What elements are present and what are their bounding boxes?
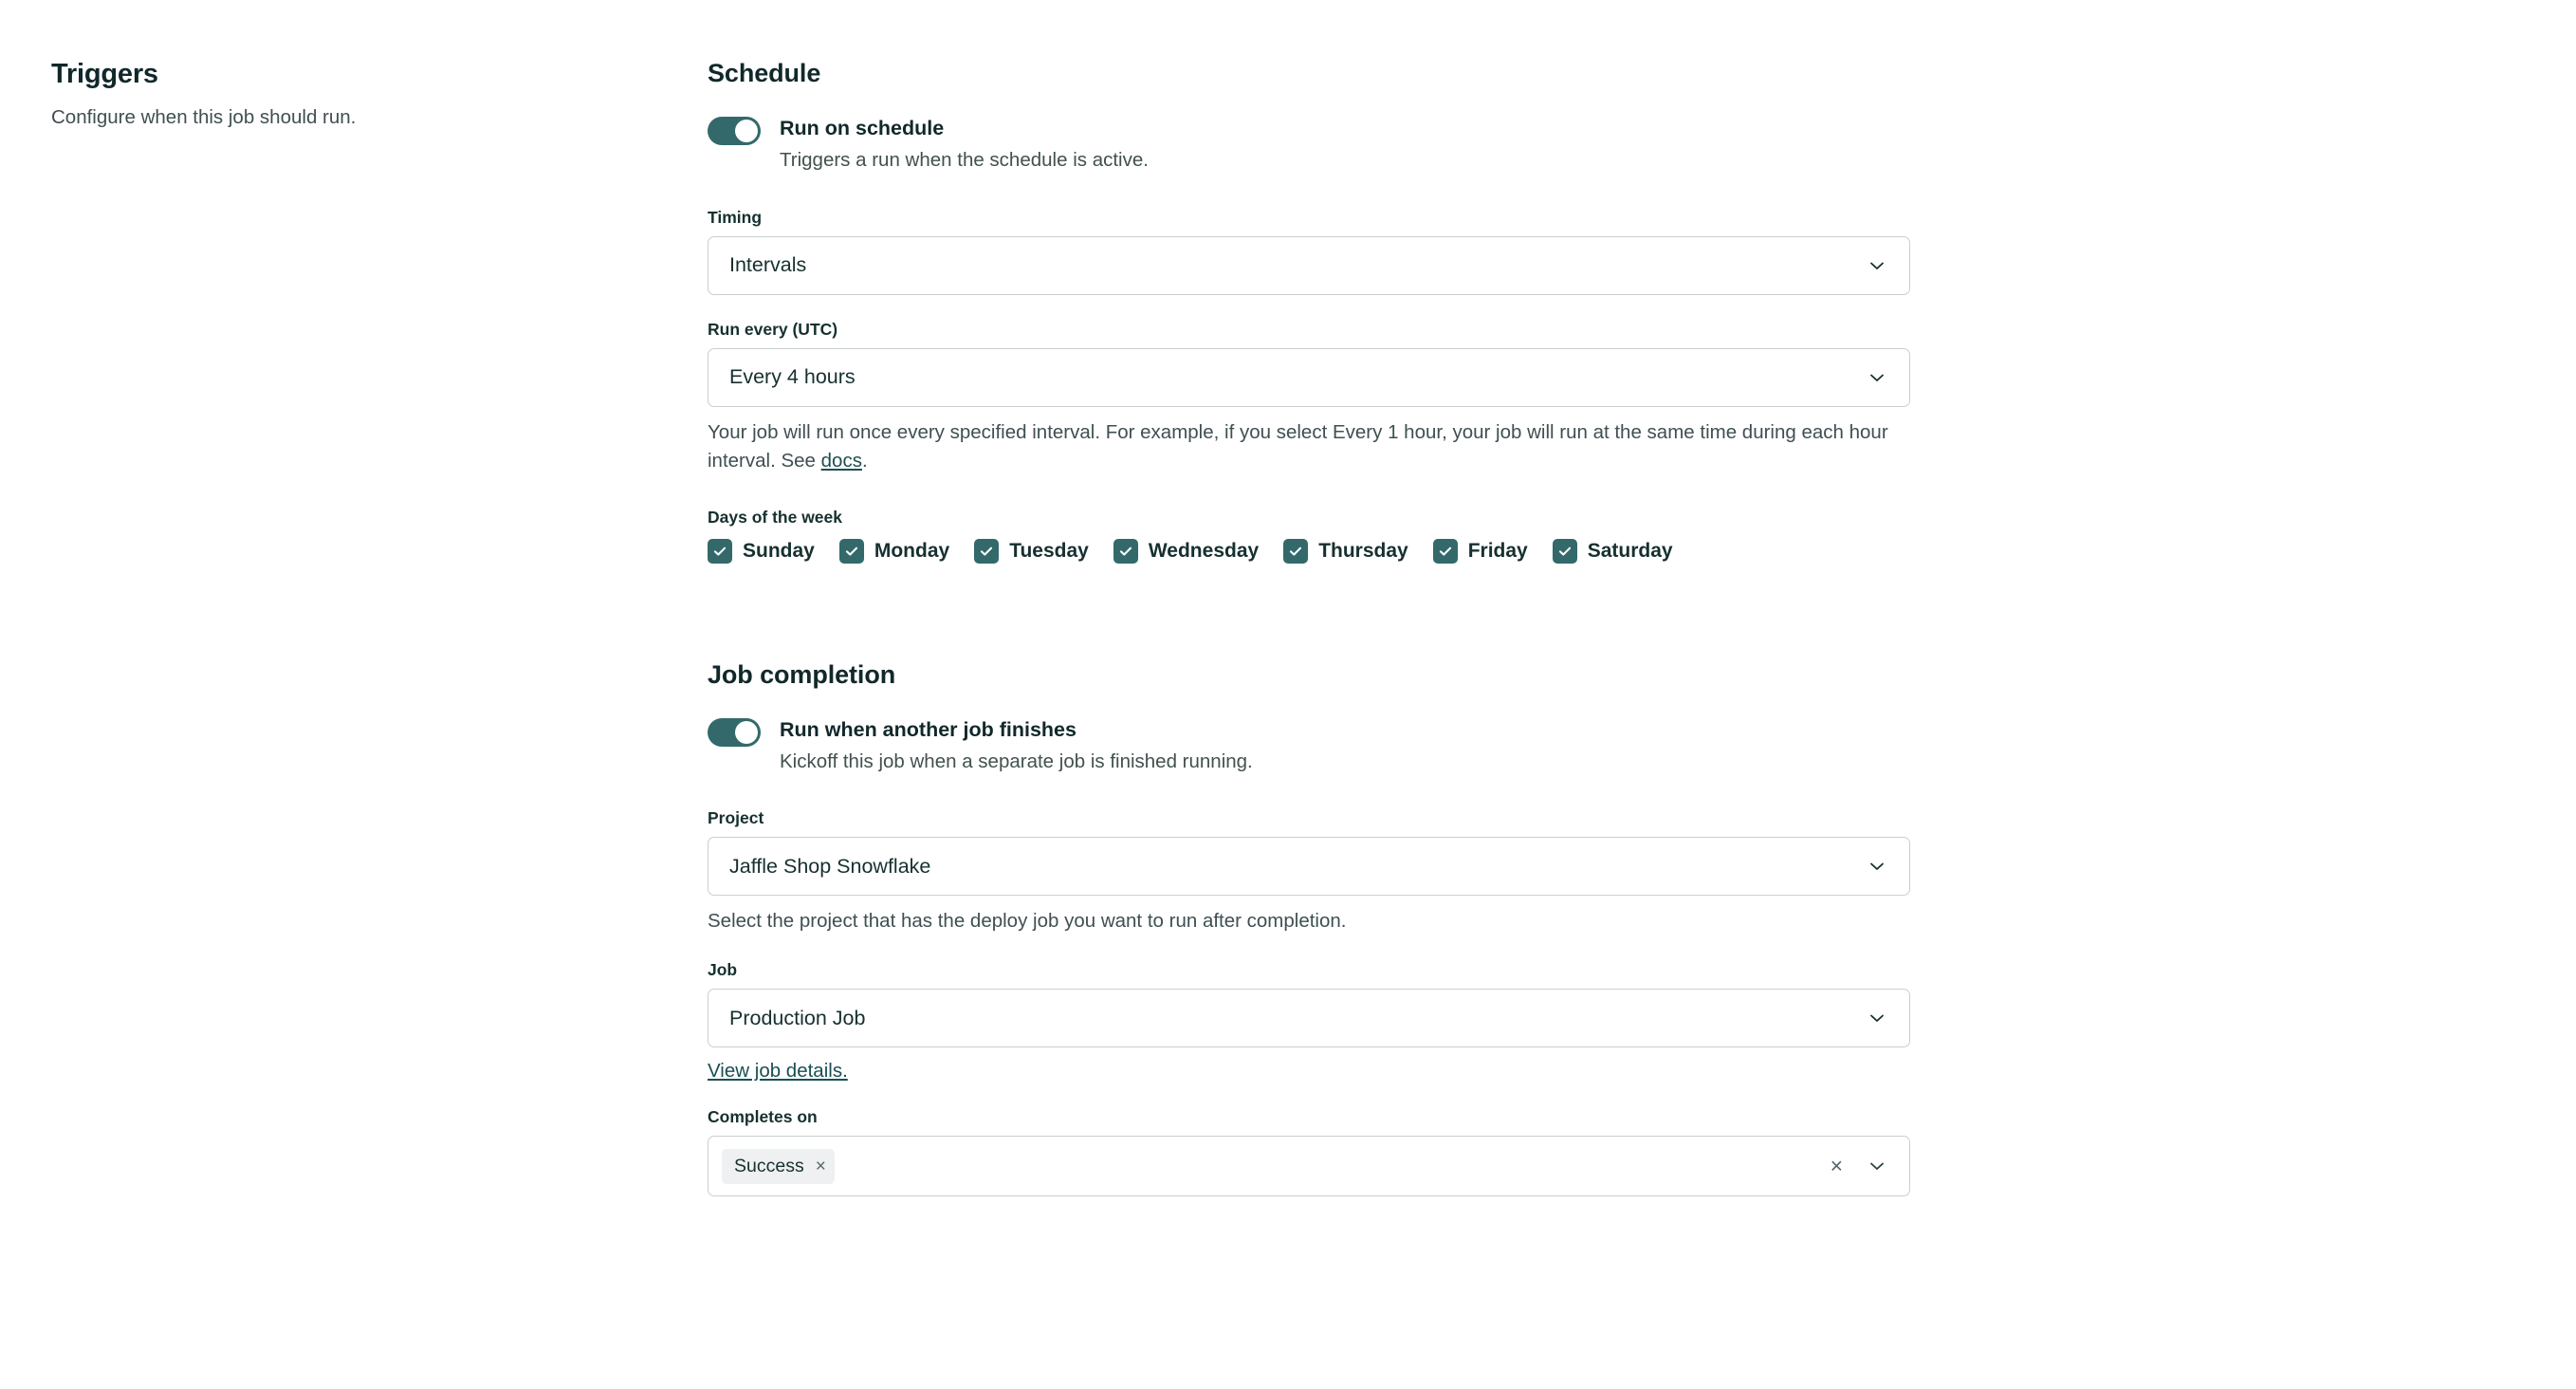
project-label: Project (708, 808, 764, 828)
day-checkbox-monday[interactable] (839, 539, 949, 564)
day-label: Wednesday (1148, 539, 1260, 562)
day-label: Thursday (1318, 539, 1408, 562)
page-title: Triggers (51, 59, 158, 89)
days-of-week-field (708, 508, 2576, 564)
settings-column (664, 59, 2576, 1221)
timing-label: Timing (708, 207, 763, 227)
chevron-down-icon (1868, 1009, 1886, 1028)
run-on-schedule-row (708, 115, 2576, 176)
day-label: Tuesday (1009, 539, 1089, 562)
day-label: Friday (1467, 539, 1528, 562)
run-every-label: Run every (UTC) (708, 319, 838, 339)
run-every-field (708, 320, 1910, 475)
toggle-knob (735, 120, 758, 142)
run-on-schedule-label: Run on schedule (780, 117, 945, 139)
job-select[interactable] (708, 989, 1910, 1047)
day-checkbox-tuesday[interactable] (974, 539, 1089, 564)
completes-on-label: Completes on (708, 1107, 818, 1127)
run-on-schedule-text (780, 115, 1149, 176)
completes-on-multiselect[interactable] (708, 1136, 1910, 1196)
project-value: Jaffle Shop Snowflake (729, 854, 931, 878)
schedule-heading: Schedule (708, 59, 821, 87)
run-every-select[interactable] (708, 348, 1910, 407)
job-field (708, 960, 1910, 1083)
timing-field (708, 208, 1910, 295)
day-checkbox-friday[interactable] (1433, 539, 1528, 564)
docs-link[interactable]: docs (820, 449, 862, 472)
timing-value: Intervals (729, 253, 807, 277)
completes-on-field (708, 1107, 1910, 1196)
check-icon (974, 539, 999, 564)
check-icon (839, 539, 864, 564)
run-when-job-finishes-label: Run when another job finishes (780, 717, 1076, 741)
day-label: Sunday (743, 539, 815, 562)
clear-selection-icon[interactable]: × (1830, 1153, 1843, 1178)
check-icon (1433, 539, 1458, 564)
toggle-knob (735, 721, 758, 744)
job-label: Job (708, 960, 738, 980)
page-description: Configure when this job should run. (51, 106, 357, 128)
run-when-job-finishes-description: Kickoff this job when a separate job is finished running. (780, 750, 1253, 772)
run-every-help-before: Your job will run once every specified interval. For example, if you select Every 1 hour, your job will run at the same time during each hour interval. See (708, 420, 1888, 472)
project-field (708, 808, 1910, 935)
chip-label: Success (734, 1155, 804, 1176)
chip-remove-icon[interactable]: × (815, 1156, 826, 1176)
chevron-down-icon (1868, 256, 1886, 275)
day-label: Monday (874, 539, 950, 562)
project-help: Select the project that has the deploy job you want to run after completion. (708, 910, 1347, 933)
chevron-down-icon (1868, 368, 1886, 387)
left-description-column (0, 59, 664, 132)
run-on-schedule-description: Triggers a run when the schedule is active. (780, 149, 1149, 172)
days-of-week-row (708, 539, 2576, 564)
project-select[interactable] (708, 837, 1910, 896)
completes-on-chip (722, 1149, 835, 1184)
day-label: Saturday (1587, 539, 1673, 562)
day-checkbox-sunday[interactable] (708, 539, 815, 564)
day-checkbox-saturday[interactable] (1553, 539, 1673, 564)
days-of-week-label: Days of the week (708, 507, 842, 527)
run-when-job-finishes-text (780, 716, 1253, 777)
run-on-schedule-toggle[interactable] (708, 117, 761, 145)
job-completion-heading: Job completion (708, 659, 896, 689)
day-checkbox-wednesday[interactable] (1113, 539, 1259, 564)
check-icon (1283, 539, 1308, 564)
day-checkbox-thursday[interactable] (1283, 539, 1408, 564)
run-when-job-finishes-toggle[interactable] (708, 718, 761, 747)
view-job-details-link[interactable]: View job details. (708, 1060, 848, 1083)
timing-select[interactable] (708, 236, 1910, 295)
check-icon (1553, 539, 1577, 564)
chevron-down-icon (1868, 857, 1886, 876)
job-value: Production Job (729, 1006, 866, 1029)
chevron-down-icon[interactable] (1868, 1157, 1886, 1176)
check-icon (1113, 539, 1138, 564)
check-icon (708, 539, 732, 564)
run-every-value: Every 4 hours (729, 365, 856, 389)
page-layout (0, 59, 2576, 1221)
run-every-help (708, 418, 1910, 475)
run-every-help-after: . (861, 449, 868, 472)
run-when-job-finishes-row (708, 716, 2576, 777)
